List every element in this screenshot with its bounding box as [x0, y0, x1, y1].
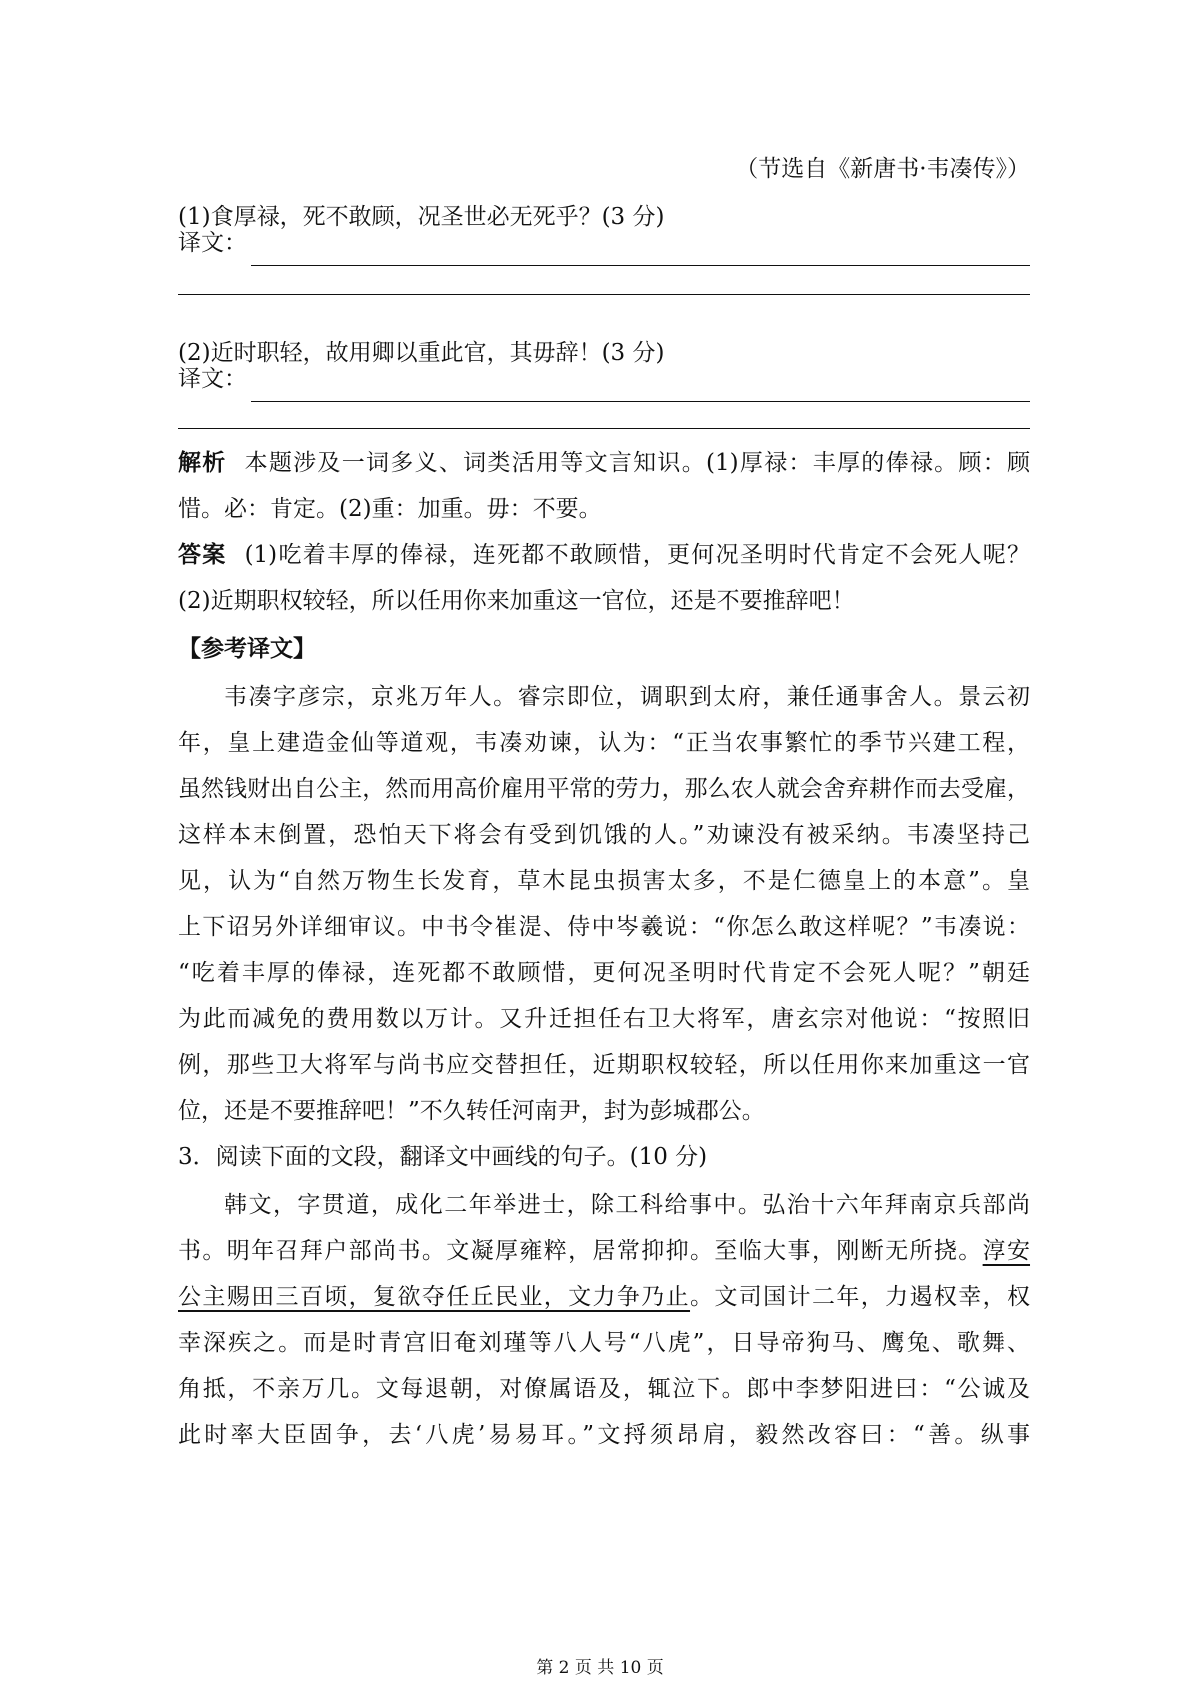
answer-blank-rule[interactable]	[178, 428, 1030, 429]
answer-blank[interactable]	[251, 235, 1030, 266]
underlined-sentence: 淳安	[982, 1238, 1031, 1264]
passage-line	[178, 1228, 1030, 1274]
reference-heading: 【参考译文】	[178, 636, 316, 662]
passage-line: 角抵，不亲万几。文每退朝，对僚属语及，辄泣下。郎中李梦阳进曰：“公诚及	[178, 1376, 1030, 1402]
analysis-line-1	[178, 440, 1030, 486]
passage-text: 。文司国计二年，力遏权幸，权	[690, 1284, 1031, 1310]
passage-line: 此时率大臣固争，去‘八虎’易易耳。”文捋须昂肩，毅然改容曰：“善。纵事	[178, 1422, 1030, 1448]
question-1-answer-line[interactable]	[178, 220, 1030, 266]
question-1-prompt: (1)食厚禄，死不敢顾，况圣世必无死乎？(3 分)	[178, 204, 665, 230]
passage-line	[178, 1274, 1030, 1320]
answer-blank-rule[interactable]	[178, 294, 1030, 295]
reference-line: 见，认为“自然万物生长发育，草木昆虫损害太多，不是仁德皇上的本意”。皇	[178, 868, 1030, 894]
answer-blank[interactable]	[251, 371, 1030, 402]
answer-line-1	[178, 532, 1030, 578]
reference-line: “吃着丰厚的俸禄，连死都不敢顾惜，更何况圣明时代肯定不会死人呢？”朝廷	[178, 960, 1030, 986]
reference-line: 位，还是不要推辞吧！”不久转任河南尹，封为彭城郡公。	[178, 1098, 765, 1124]
reference-line: 虽然钱财出自公主，然而用高价雇用平常的劳力，那么农人就会舍弃耕作而去受雇，	[178, 776, 1030, 802]
reference-line: 这样本末倒置，恐怕天下将会有受到饥饿的人。”劝谏没有被采纳。韦凑坚持己	[178, 822, 1030, 848]
analysis-text-1: 本题涉及一词多义、词类活用等文言知识。(1)厚禄：丰厚的俸禄。顾：顾	[244, 450, 1030, 476]
analysis-label: 解析	[178, 450, 227, 476]
question-2-answer-label: 译文：	[178, 366, 247, 392]
passage-text: 书。明年召拜户部尚书。文凝厚雍粹，居常抑抑。至临大事，刚断无所挠。	[178, 1238, 983, 1264]
answer-text-1: (1)吃着丰厚的俸禄，连死都不敢顾惜，更何况圣明时代肯定不会死人呢？	[244, 542, 1030, 568]
reference-line: 例，那些卫大将军与尚书应交替担任，近期职权较轻，所以任用你来加重这一官	[178, 1052, 1030, 1078]
question-2-prompt: (2)近时职轻，故用卿以重此官，其毋辞！(3 分)	[178, 340, 665, 366]
answer-text-2: (2)近期职权较轻，所以任用你来加重这一官位，还是不要推辞吧！	[178, 588, 855, 614]
reference-line: 上下诏另外详细审议。中书令崔湜、侍中岑羲说：“你怎么敢这样呢？”韦凑说：	[178, 914, 1030, 940]
passage-line: 幸深疾之。而是时青宫旧奄刘瑾等八人号“八虎”，日导帝狗马、鹰兔、歌舞、	[178, 1330, 1030, 1356]
question-3-prompt: 3．阅读下面的文段，翻译文中画线的句子。(10 分)	[178, 1144, 708, 1170]
analysis-text-2: 惜。必：肯定。(2)重：加重。毋：不要。	[178, 496, 602, 522]
underlined-sentence: 公主赐田三百顷，复欲夺任丘民业，文力争乃止	[178, 1284, 691, 1310]
question-1-answer-label: 译文：	[178, 230, 247, 256]
reference-line: 韦凑字彦宗，京兆万年人。睿宗即位，调职到太府，兼任通事舍人。景云初	[224, 684, 1030, 710]
source-citation: （节选自《新唐书·韦凑传》）	[735, 156, 1030, 182]
reference-line: 年，皇上建造金仙等道观，韦凑劝谏，认为：“正当农事繁忙的季节兴建工程，	[178, 730, 1030, 756]
reference-line: 为此而减免的费用数以万计。又升迁担任右卫大将军，唐玄宗对他说：“按照旧	[178, 1006, 1030, 1032]
page-footer: 第 2 页 共 10 页	[536, 1658, 664, 1678]
passage-line: 韩文，字贯道，成化二年举进士，除工科给事中。弘治十六年拜南京兵部尚	[224, 1192, 1030, 1218]
answer-label: 答案	[178, 542, 227, 568]
question-2-answer-line[interactable]	[178, 356, 1030, 402]
